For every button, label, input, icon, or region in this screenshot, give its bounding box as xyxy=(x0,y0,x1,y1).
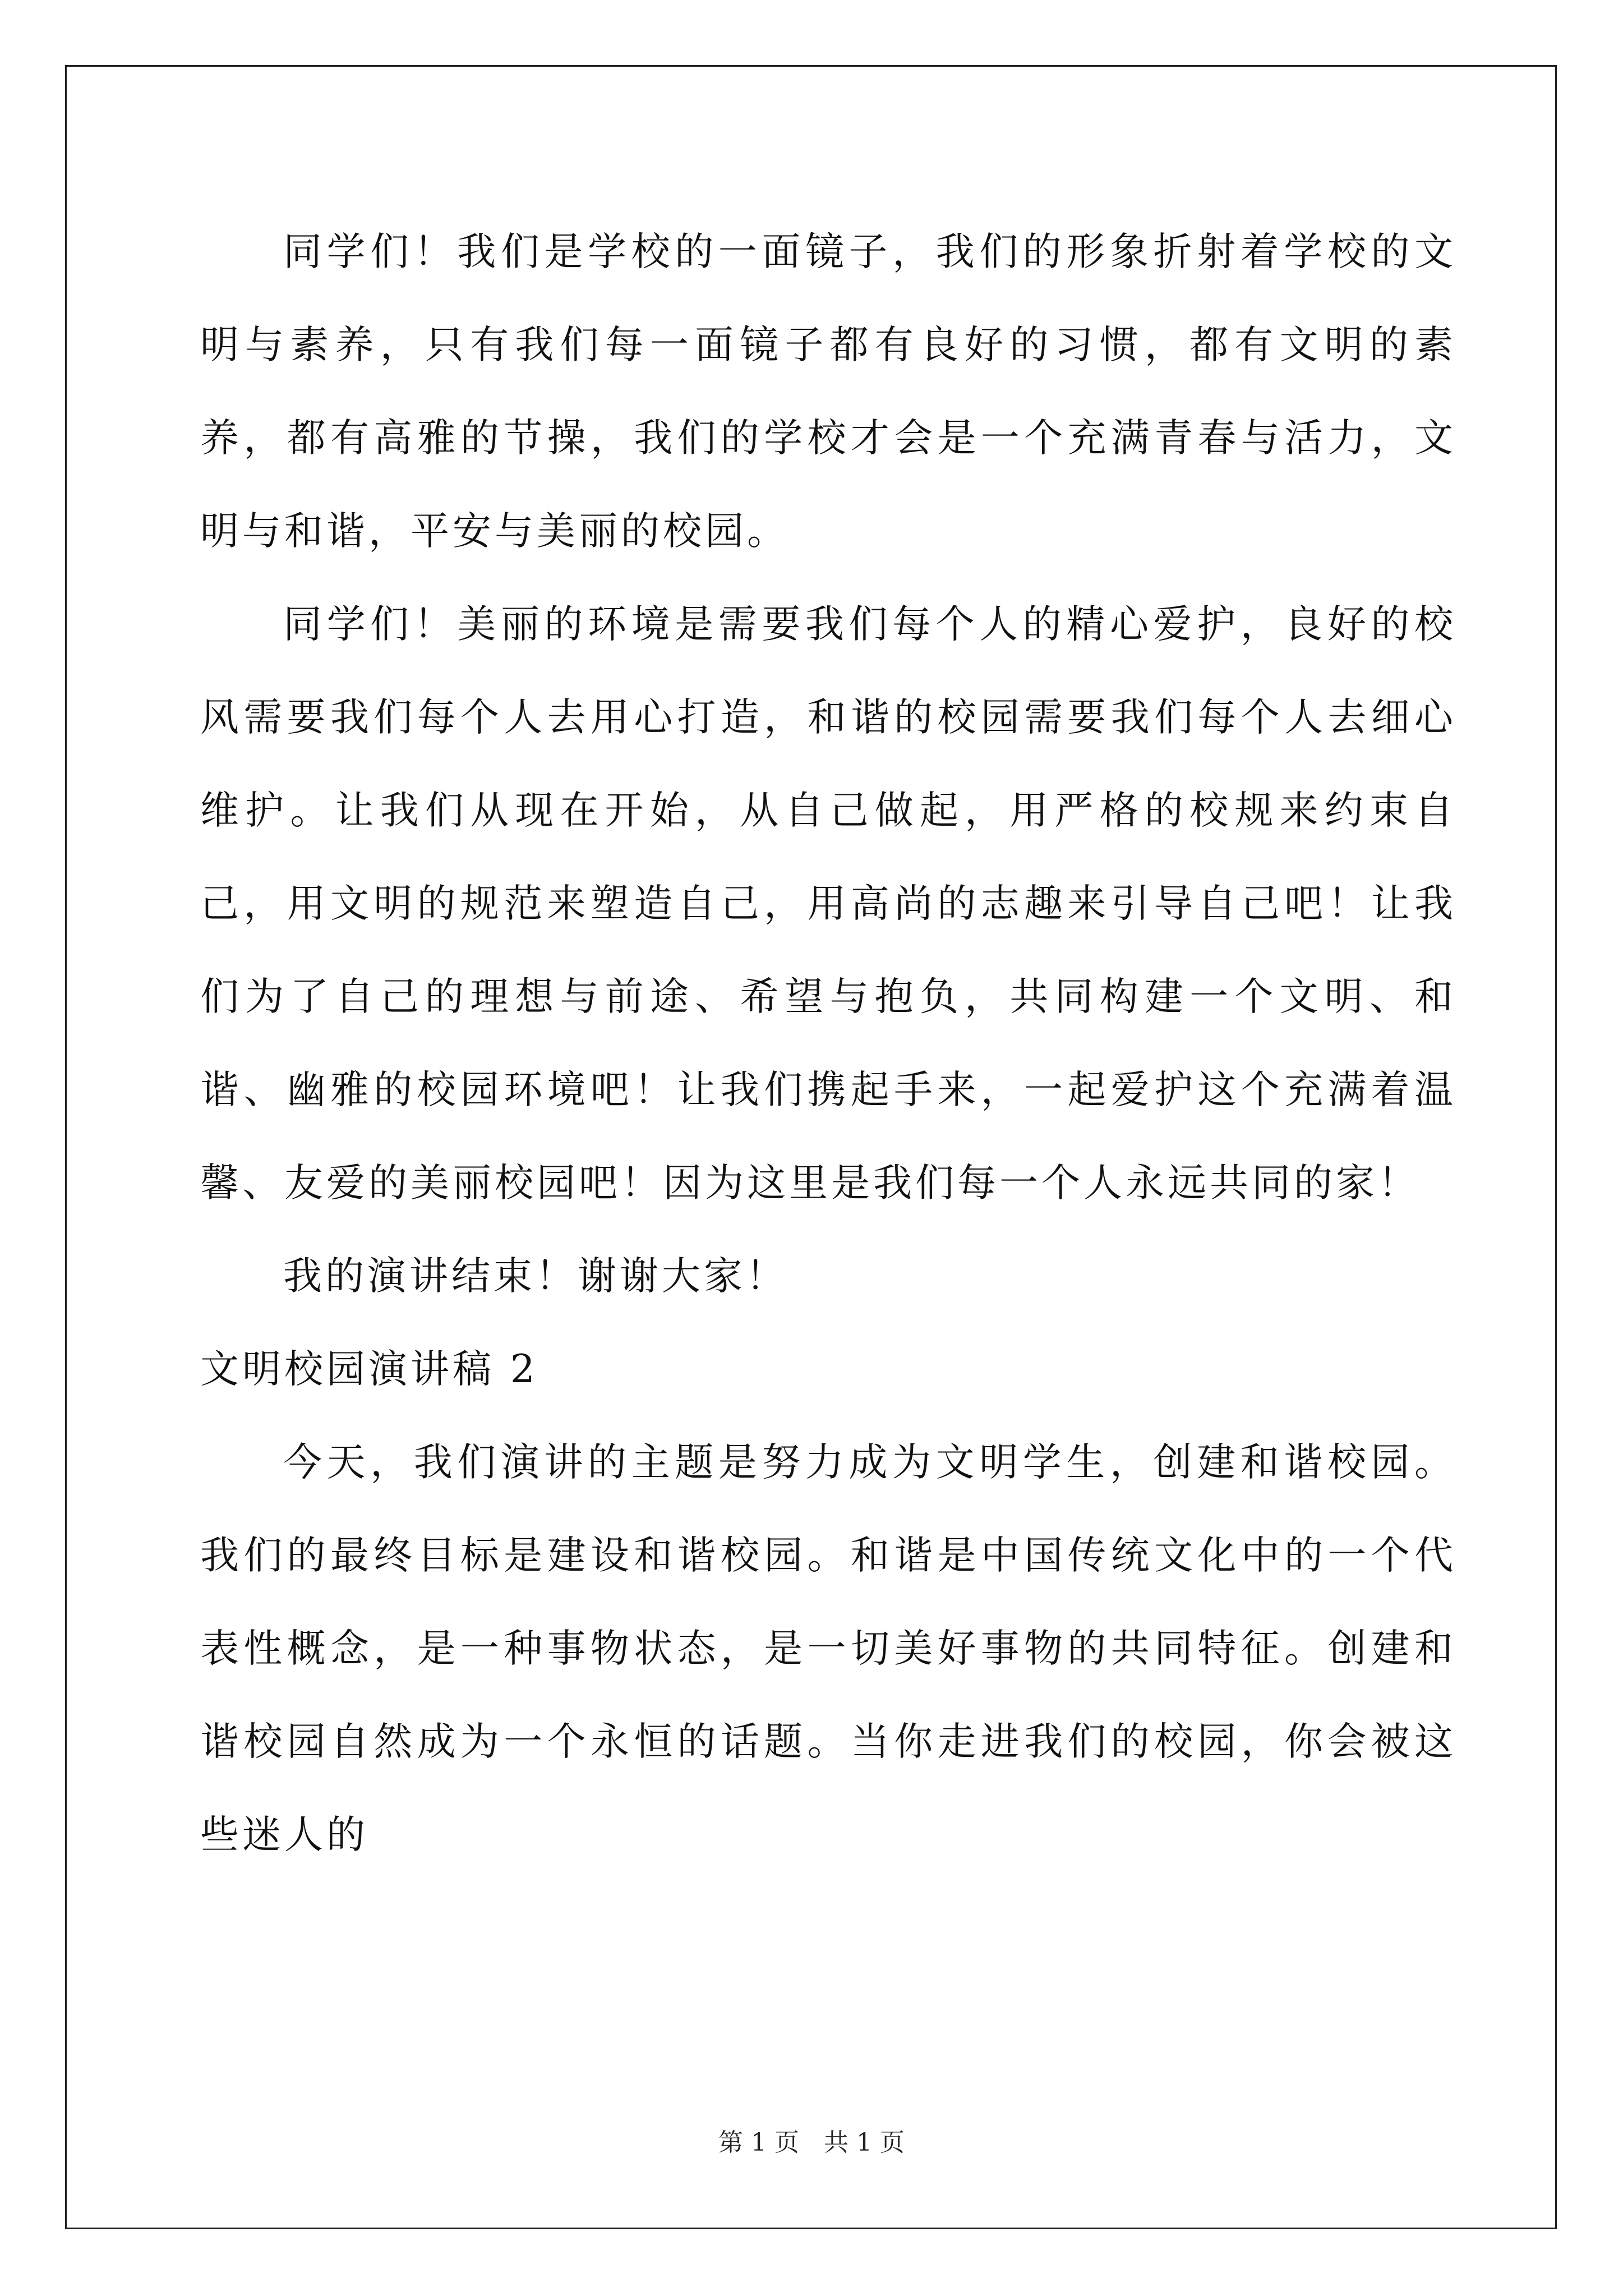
paragraph-3: 今天，我们演讲的主题是努力成为文明学生，创建和谐校园。我们的最终目标是建设和谐校园。和谐是中国传统文化中的一个代表性概念，是一种事物状态，是一切美好事物的共同特征。创建和谐校园自然成为一个永恒的话题。当你走进我们的校园，你会被这些迷人的 xyxy=(200,1440,1456,1857)
page-footer: 第 1 页 共 1 页 xyxy=(718,2128,905,2157)
section-heading: 文明校园演讲稿 2 xyxy=(200,1347,538,1392)
paragraph-1: 同学们！我们是学校的一面镜子，我们的形象折射着学校的文明与素养，只有我们每一面镜子都有良好的习惯，都有文明的素养，都有高雅的节操，我们的学校才会是一个充满青春与活力，文明与和谐，平安与美丽的校园。 xyxy=(200,229,1456,554)
document-body xyxy=(200,205,1456,1881)
paragraph-closing: 我的演讲结束！谢谢大家！ xyxy=(283,1254,788,1299)
paragraph-2: 同学们！美丽的环境是需要我们每个人的精心爱护，良好的校风需要我们每个人去用心打造，和谐的校园需要我们每个人去细心维护。让我们从现在开始，从自己做起，用严格的校规来约束自己，用文明的规范来塑造自己，用高尚的志趣来引导自己吧！让我们为了自己的理想与前途、希望与抱负，共同构建一个文明、和谐、幽雅的校园环境吧！让我们携起手来，一起爱护这个充满着温馨、友爱的美丽校园吧！因为这里是我们每一个人永远共同的家！ xyxy=(200,602,1456,1205)
